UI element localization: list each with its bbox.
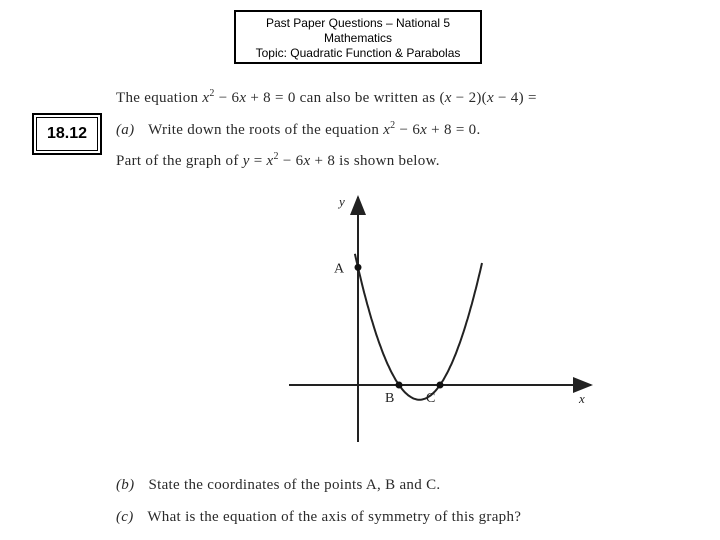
graph-intro-text-b: is shown below. xyxy=(335,153,440,169)
point-b-marker xyxy=(396,382,403,389)
graph-intro-text-a: Part of the graph of xyxy=(116,153,243,169)
part-c-text: What is the equation of the axis of symmetry of this graph? xyxy=(147,509,522,525)
part-b-line xyxy=(116,477,440,494)
point-c-label: C xyxy=(426,391,436,406)
y-axis-label: y xyxy=(339,194,345,209)
graph-intro-line: Part of the graph of $y = x^2 - 6x + 8$ is shown below. xyxy=(116,151,440,169)
intro-text-b: can also be written as xyxy=(295,90,440,106)
question-number: 18.12 xyxy=(46,125,88,142)
point-a-label: A xyxy=(334,261,345,277)
part-c-marker: (c) xyxy=(116,509,134,525)
part-a-text: Write down the roots of the equation xyxy=(148,122,384,138)
intro-text-c: = xyxy=(523,90,537,106)
part-b-text: State the coordinates of the points A, B and C. xyxy=(148,477,441,493)
point-a-marker xyxy=(355,264,362,271)
part-c-line xyxy=(116,509,521,526)
header-line-1: Past Paper Questions – National 5 xyxy=(265,16,451,30)
point-c-marker xyxy=(437,382,444,389)
intro-line: The equation $x^2 - 6x + 8 = 0$ can also be written as (x − 2)(x − 4) = xyxy=(116,88,537,106)
part-b-marker: (b) xyxy=(116,477,135,493)
header-line-3: Topic: Quadratic Function & Parabolas xyxy=(255,46,461,60)
point-b-label: B xyxy=(385,391,395,406)
x-axis-label: x xyxy=(579,391,585,406)
header-line-2: Mathematics xyxy=(323,31,393,45)
intro-text-a: The equation xyxy=(116,90,203,106)
part-a-marker: (a) xyxy=(116,122,135,138)
parabola-curve xyxy=(355,254,482,400)
part-a-line: (a) Write down the roots of the equation $x^2 - 6x + 8 = 0$. xyxy=(116,120,481,138)
